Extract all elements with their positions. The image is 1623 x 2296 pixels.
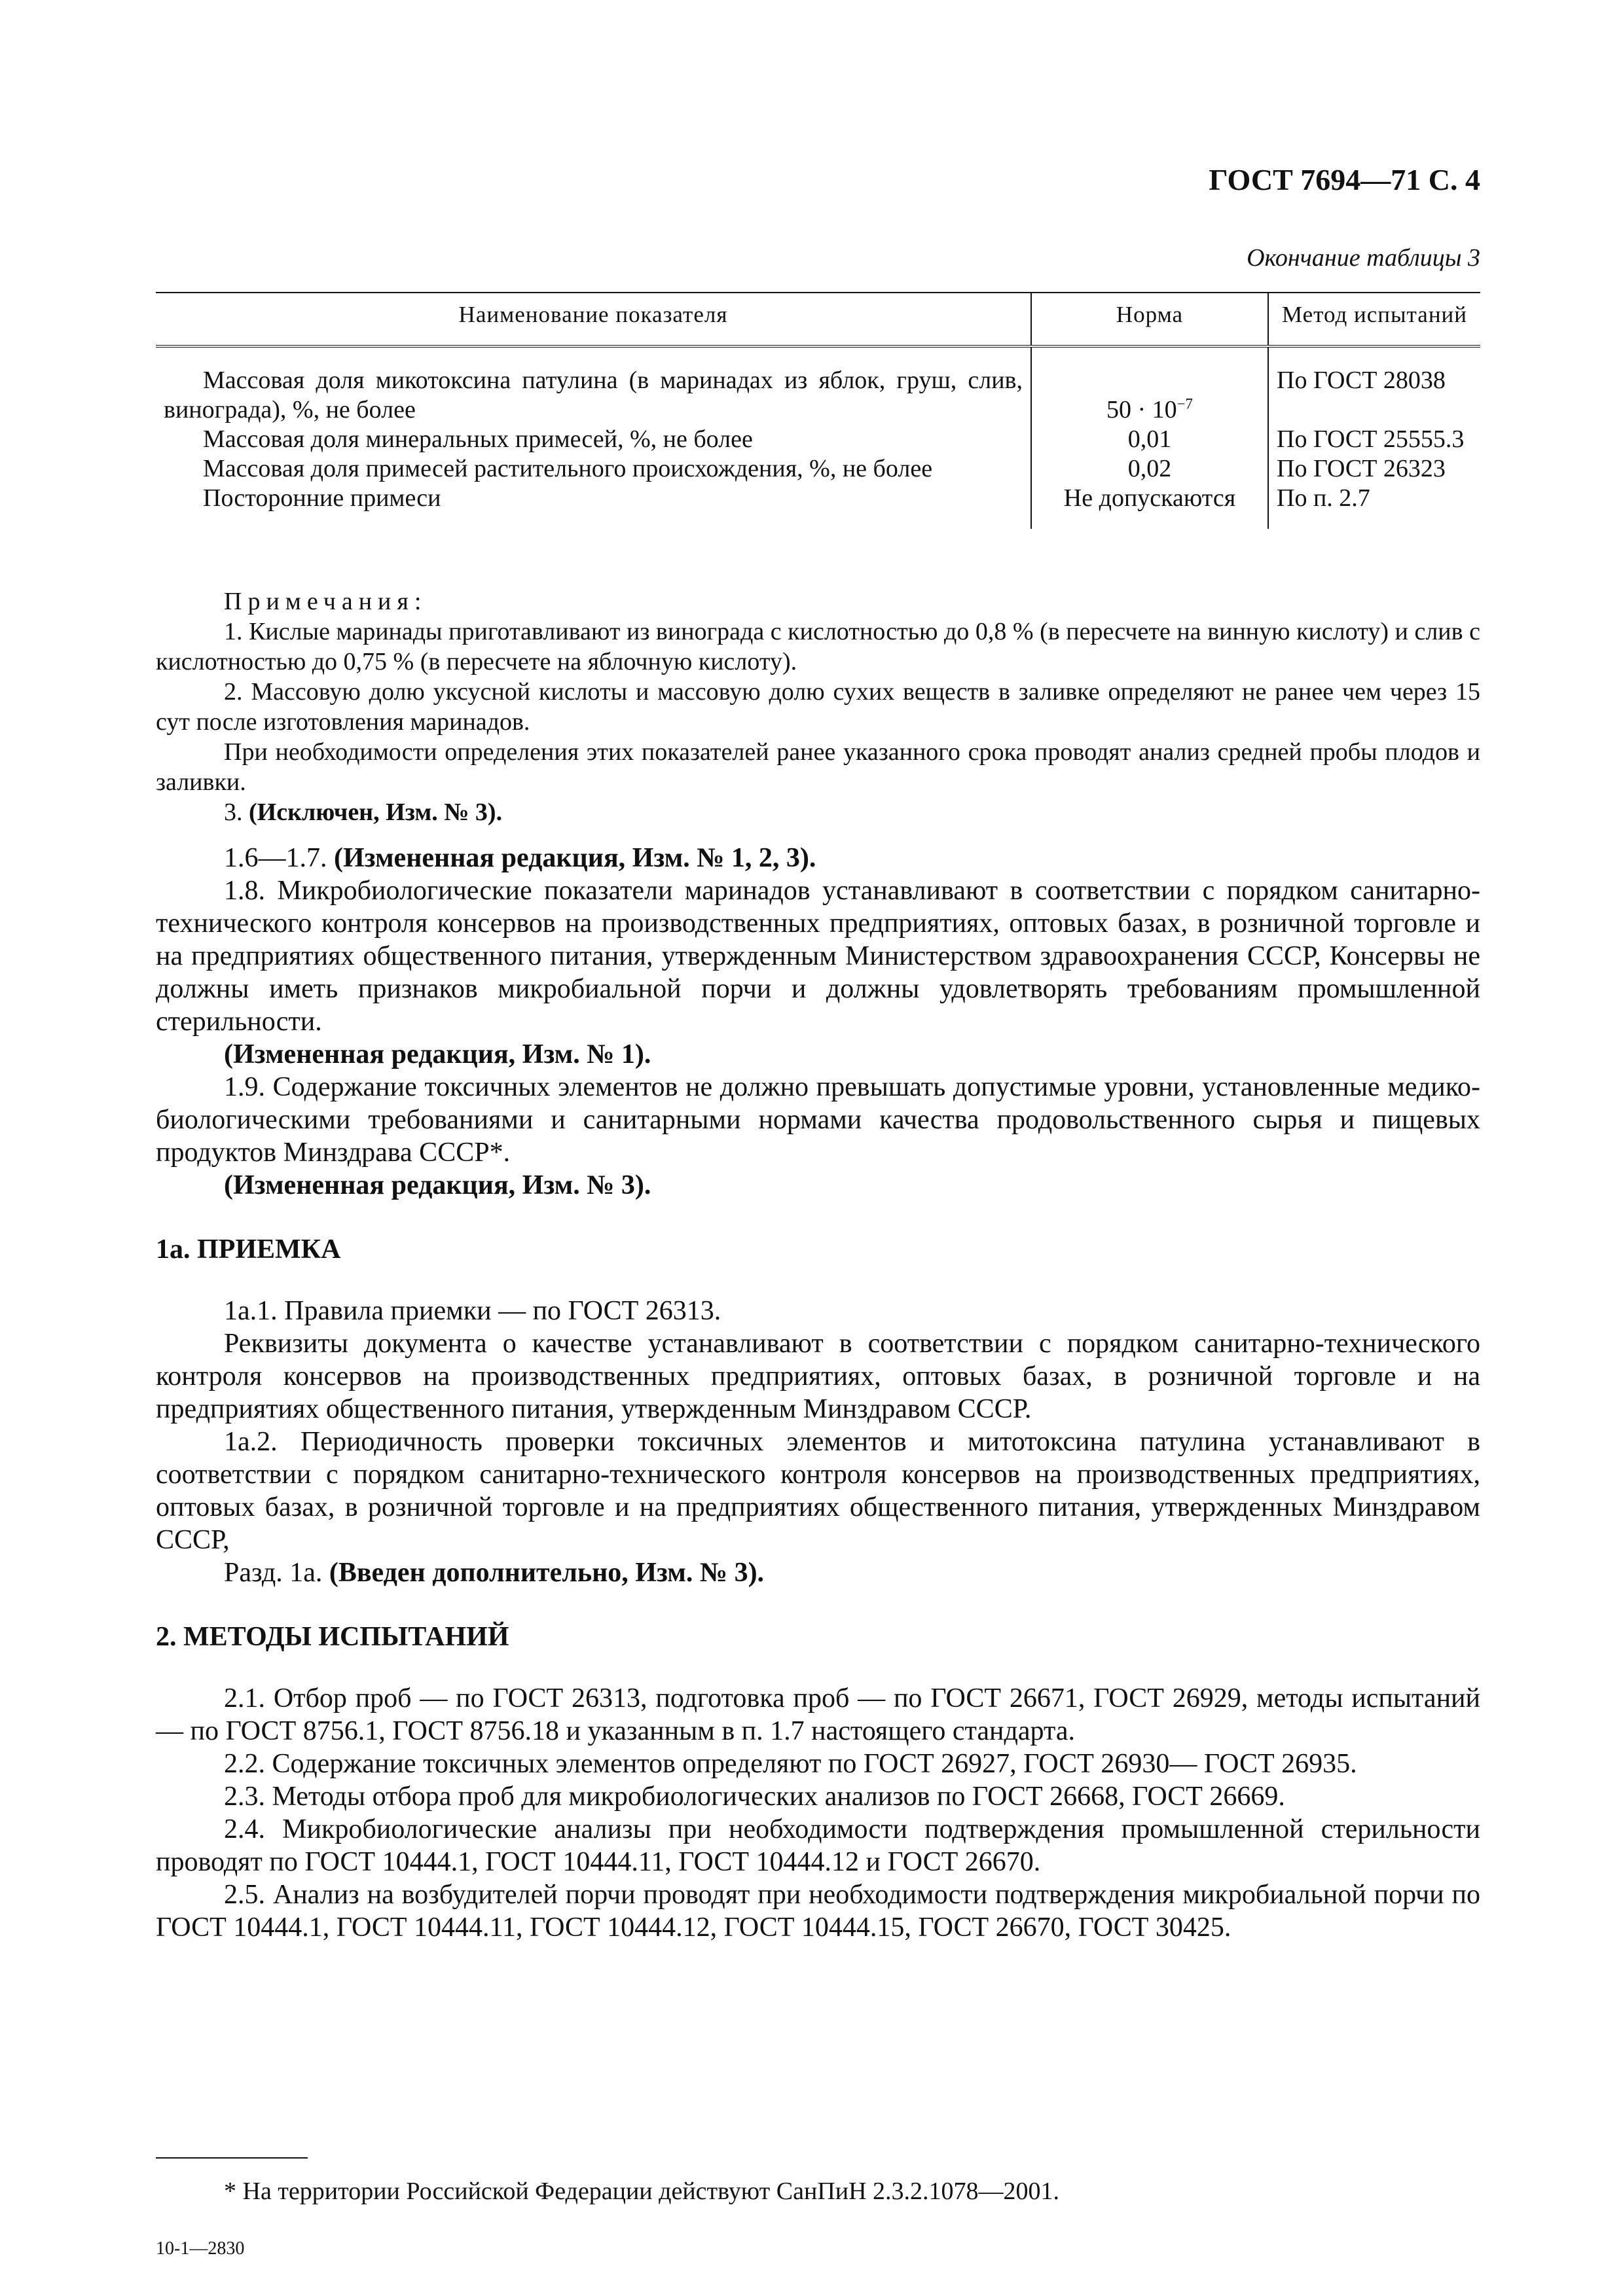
- paragraph-1a-1: 1а.1. Правила приемки — по ГОСТ 26313.: [224, 1296, 721, 1326]
- section-heading-test-methods: 2. МЕТОДЫ ИСПЫТАНИЙ: [156, 1622, 509, 1652]
- footnote-divider: [156, 2157, 308, 2159]
- table-notes: [156, 586, 1480, 827]
- paragraph-2-3: 2.3. Методы отбора проб для микробиологических анализов по ГОСТ 26668, ГОСТ 26669.: [224, 1782, 1285, 1812]
- table-caption: Окончание таблицы 3: [1247, 244, 1480, 272]
- paragraph-1a-2: 1а.2. Периодичность проверки токсичных элементов и митотоксина патулина устанавливают в соответствии с порядком санитарно-технического контроля консервов на производственных предприятиях, оптовых базах, в розничной торговле и на предприятиях общественного питания, утвержденных Минздравом СССР,: [156, 1427, 1480, 1555]
- row-norm: 0,02: [1031, 454, 1268, 484]
- row-name: Массовая доля примесей растительного происхождения, %, не более: [203, 455, 933, 482]
- note-2-cont: При необходимости определения этих показателей ранее указанного срока проводят анализ средней пробы плодов и заливки.: [156, 738, 1480, 796]
- row-name: Массовая доля минеральных примесей, %, не более: [203, 425, 753, 453]
- row-method: По п. 2.7: [1277, 484, 1370, 512]
- paragraph-1a-1-cont: Реквизиты документа о качестве устанавливают в соответствии с порядком санитарно-технического контроля консервов на производственных предприятиях, оптовых базах, в розничной торговле и на предприятиях общественного питания, утвержденным Минздравом СССР.: [156, 1329, 1480, 1424]
- paragraph-2-1: 2.1. Отбор проб — по ГОСТ 26313, подготовка проб — по ГОСТ 26671, ГОСТ 26929, методы испытаний — по ГОСТ 8756.1, ГОСТ 8756.18 и указанным в п. 1.7 настоящего стандарта.: [156, 1683, 1480, 1746]
- row-norm: 0,01: [1031, 425, 1268, 454]
- row-method: По ГОСТ 26323: [1277, 455, 1446, 482]
- notes-title: Примечания:: [224, 588, 428, 615]
- section-heading-acceptance: 1а. ПРИЕМКА: [156, 1234, 341, 1265]
- table-row: [156, 484, 1480, 529]
- row-name: Массовая доля микотоксина патулина (в маринадах из яблок, груш, слив, винограда), %, не более: [164, 367, 1023, 423]
- paragraph-1-6: 1.6—1.7. (Измененная редакция, Изм. № 1, 2, 3).: [224, 843, 816, 873]
- amendment-note: (Измененная редакция, Изм. № 3).: [224, 1170, 651, 1200]
- amendment-note: (Измененная редакция, Изм. № 1).: [224, 1039, 651, 1069]
- row-name: Посторонние примеси: [203, 484, 441, 512]
- paragraph-2-4: 2.4. Микробиологические анализы при необходимости подтверждения промышленной стерильности проводят по ГОСТ 10444.1, ГОСТ 10444.11, ГОСТ 10444.12 и ГОСТ 26670.: [156, 1814, 1480, 1877]
- paragraph-2-2: 2.2. Содержание токсичных элементов определяют по ГОСТ 26927, ГОСТ 26930— ГОСТ 26935.: [224, 1749, 1357, 1779]
- table-row: [156, 425, 1480, 454]
- paragraph-2-5: 2.5. Анализ на возбудителей порчи проводят при необходимости подтверждения микробиальной порчи по ГОСТ 10444.1, ГОСТ 10444.11, ГОСТ 10444.12, ГОСТ 10444.15, ГОСТ 26670, ГОСТ 30425.: [156, 1880, 1480, 1943]
- footnote: * На территории Российской Федерации действуют СанПиН 2.3.2.1078—2001.: [224, 2178, 1060, 2205]
- column-header-method: Метод испытаний: [1268, 293, 1480, 346]
- note-2: 2. Массовую долю уксусной кислоты и массовую долю сухих веществ в заливке определяют не ранее чем через 15 сут после изготовления маринадов.: [156, 678, 1480, 736]
- row-norm: $50 \cdot 10^{-7}$: [1031, 346, 1268, 425]
- column-header-name: Наименование показателя: [156, 293, 1031, 346]
- note-1: 1. Кислые маринады приготавливают из винограда с кислотностью до 0,8 % (в пересчете на винную кислоту) и слив с кислотностью до 0,75 % (в пересчете на яблочную кислоту).: [156, 618, 1480, 675]
- indicators-table: [156, 292, 1480, 529]
- row-norm: Не допускаются: [1031, 484, 1268, 529]
- paragraph-1-9: 1.9. Содержание токсичных элементов не должно превышать допустимые уровни, установленные медико-биологическими требованиями и санитарными нормами качества продовольственного сырья и пищевых продуктов Минздрава СССР*.: [156, 1072, 1480, 1168]
- column-header-norm: Норма: [1031, 293, 1268, 346]
- table-row: [156, 454, 1480, 484]
- table-row: [156, 346, 1480, 425]
- main-text: [156, 842, 1480, 1944]
- row-method: По ГОСТ 28038: [1277, 367, 1446, 394]
- print-code: 10-1—2830: [156, 2238, 245, 2259]
- note-3: 3. (Исключен, Изм. № 3).: [224, 798, 503, 826]
- table-header-row: [156, 293, 1480, 346]
- row-method: По ГОСТ 25555.3: [1277, 425, 1465, 453]
- page-header: ГОСТ 7694—71 С. 4: [1209, 163, 1480, 196]
- section-1a-note: Разд. 1а. (Введен дополнительно, Изм. № 3).: [224, 1558, 765, 1588]
- paragraph-1-8: 1.8. Микробиологические показатели маринадов устанавливают в соответствии с порядком санитарно-технического контроля консервов на производственных предприятиях, оптовых базах, в розничной торговле и на предприятиях общественного питания, утвержденным Министерством здравоохранения СССР, Консервы не должны иметь признаков микробиальной порчи и должны удовлетворять требованиям промышленной стерильности.: [156, 876, 1480, 1037]
